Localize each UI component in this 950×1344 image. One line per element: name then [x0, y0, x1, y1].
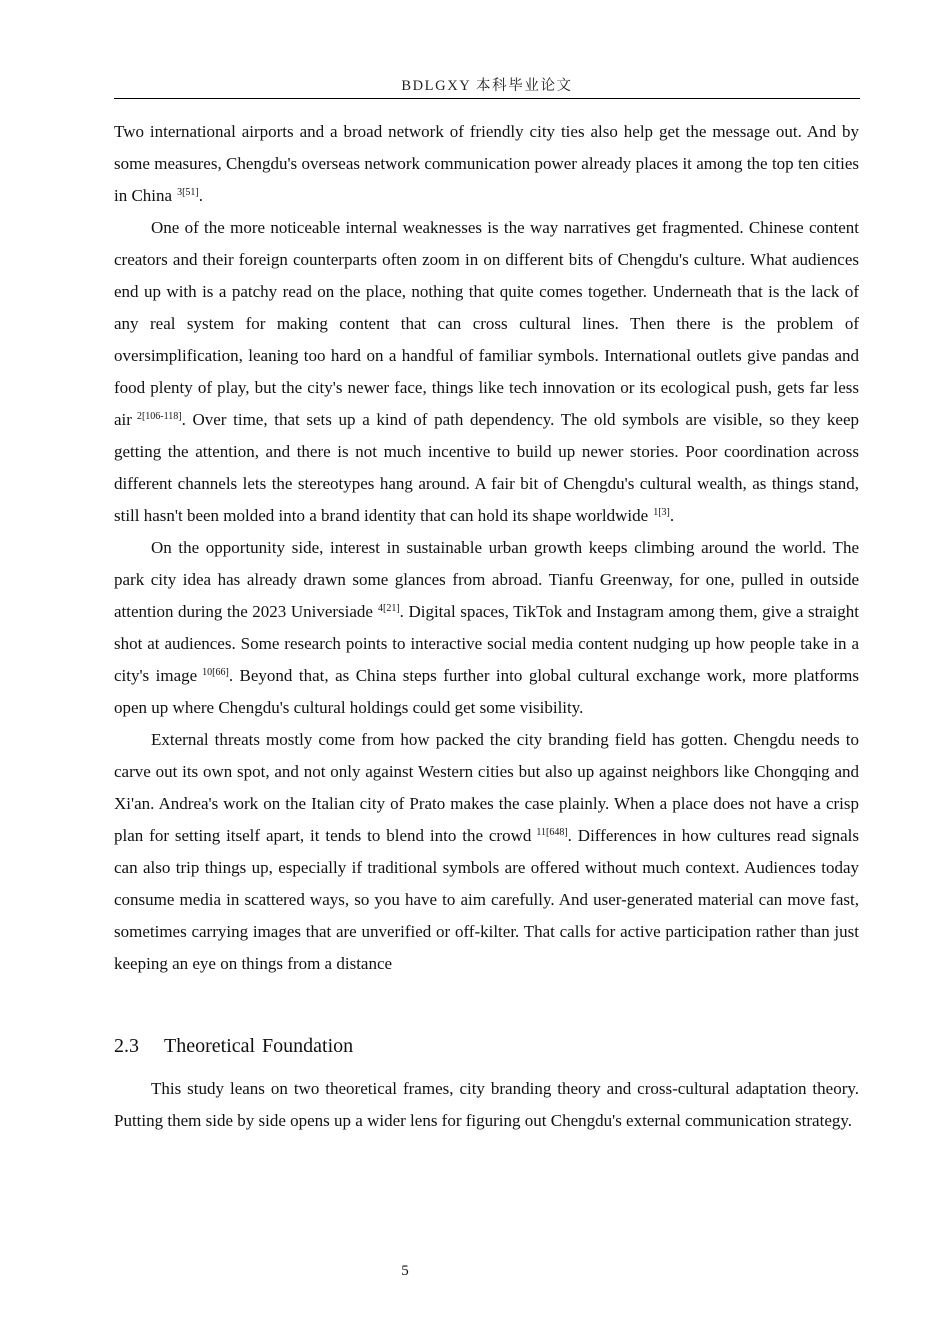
paragraph-text: . Digital spaces, TikTok and Instagram among them, give a straight shot at audiences. Some research points to interactive social media content nudging up how people take in a city's image	[114, 602, 859, 685]
paragraph-threats	[114, 724, 859, 980]
citation: 3[51]	[177, 187, 199, 198]
paragraph-text: . Over time, that sets up a kind of path dependency. The old symbols are visible, so they keep getting the attention, and there is not much incentive to build up newer stories. Poor coordination across different channels lets the stereotypes hang around. A fair bit of Chengdu's cultural wealth, as things stand, still hasn't been molded into a brand identity that can hold its shape worldwide	[114, 410, 859, 525]
paragraph-text: Two international airports and a broad network of friendly city ties also help get the message out. And by some measures, Chengdu's overseas network communication power already places it among the top ten cities in China	[114, 122, 859, 205]
page-number: 5	[401, 1263, 409, 1279]
paragraph-text: One of the more noticeable internal weaknesses is the way narratives get fragmented. Chinese content creators and their foreign counterparts often zoom in on different bits of Chengdu's culture. What audiences end up with is a patchy read on the place, nothing that quite comes together. Underneath that is the lack of any real system for making content that can cross cultural lines. Then there is the problem of oversimplification, leaning too hard on a handful of familiar symbols. International outlets give pandas and food plenty of play, but the city's newer face, things like tech innovation or its ecological push, gets far less air	[114, 218, 859, 429]
citation: 10[66]	[202, 667, 229, 678]
page-body	[114, 116, 859, 1137]
paragraph-opportunities	[114, 532, 859, 724]
citation: 11[648]	[536, 827, 568, 838]
paragraph-theory	[114, 1073, 859, 1137]
paragraph-text: External threats mostly come from how packed the city branding field has gotten. Chengdu needs to carve out its own spot, and not only against Western cities but also up against neighbors like Chongqing and Xi'an. Andrea's work on the Italian city of Prato makes the case plainly. When a place does not have a crisp plan for setting itself apart, it tends to blend into the crowd	[114, 730, 859, 845]
paragraph-text: On the opportunity side, interest in sustainable urban growth keeps climbing around the world. The park city idea has already drawn some glances from abroad. Tianfu Greenway, for one, pulled in outside attention during the 2023 Universiade	[114, 538, 859, 621]
paragraph-text: . Beyond that, as China steps further into global cultural exchange work, more platforms open up where Chengdu's cultural holdings could get some visibility.	[114, 666, 859, 717]
paragraph-text: . Differences in how cultures read signals can also trip things up, especially if traditional symbols are offered without much context. Audiences today consume media in scattered ways, so you have to aim carefully. And user-generated material can move fast, sometimes carrying images that are unverified or off-kilter. That calls for active participation rather than just keeping an eye on things from a distance	[114, 826, 859, 973]
paragraph-text: .	[669, 506, 675, 525]
running-header: BDLGXY 本科毕业论文	[401, 78, 573, 94]
paragraph-weaknesses	[114, 212, 859, 532]
citation: 2[106-118]	[136, 411, 182, 422]
paragraph-airports	[114, 116, 859, 212]
citation: 4[21]	[377, 603, 400, 614]
paragraph-text: This study leans on two theoretical frames, city branding theory and cross-cultural adaptation theory. Putting them side by side opens up a wider lens for figuring out Chengdu's external communication strategy.	[114, 1079, 859, 1130]
header-rule	[114, 98, 860, 99]
section-title: Theoretical Foundation	[164, 1035, 354, 1057]
section-heading	[114, 1031, 859, 1061]
section-number: 2.3	[114, 1035, 139, 1057]
citation: 1[3]	[653, 507, 670, 518]
paragraph-text: .	[198, 186, 204, 205]
